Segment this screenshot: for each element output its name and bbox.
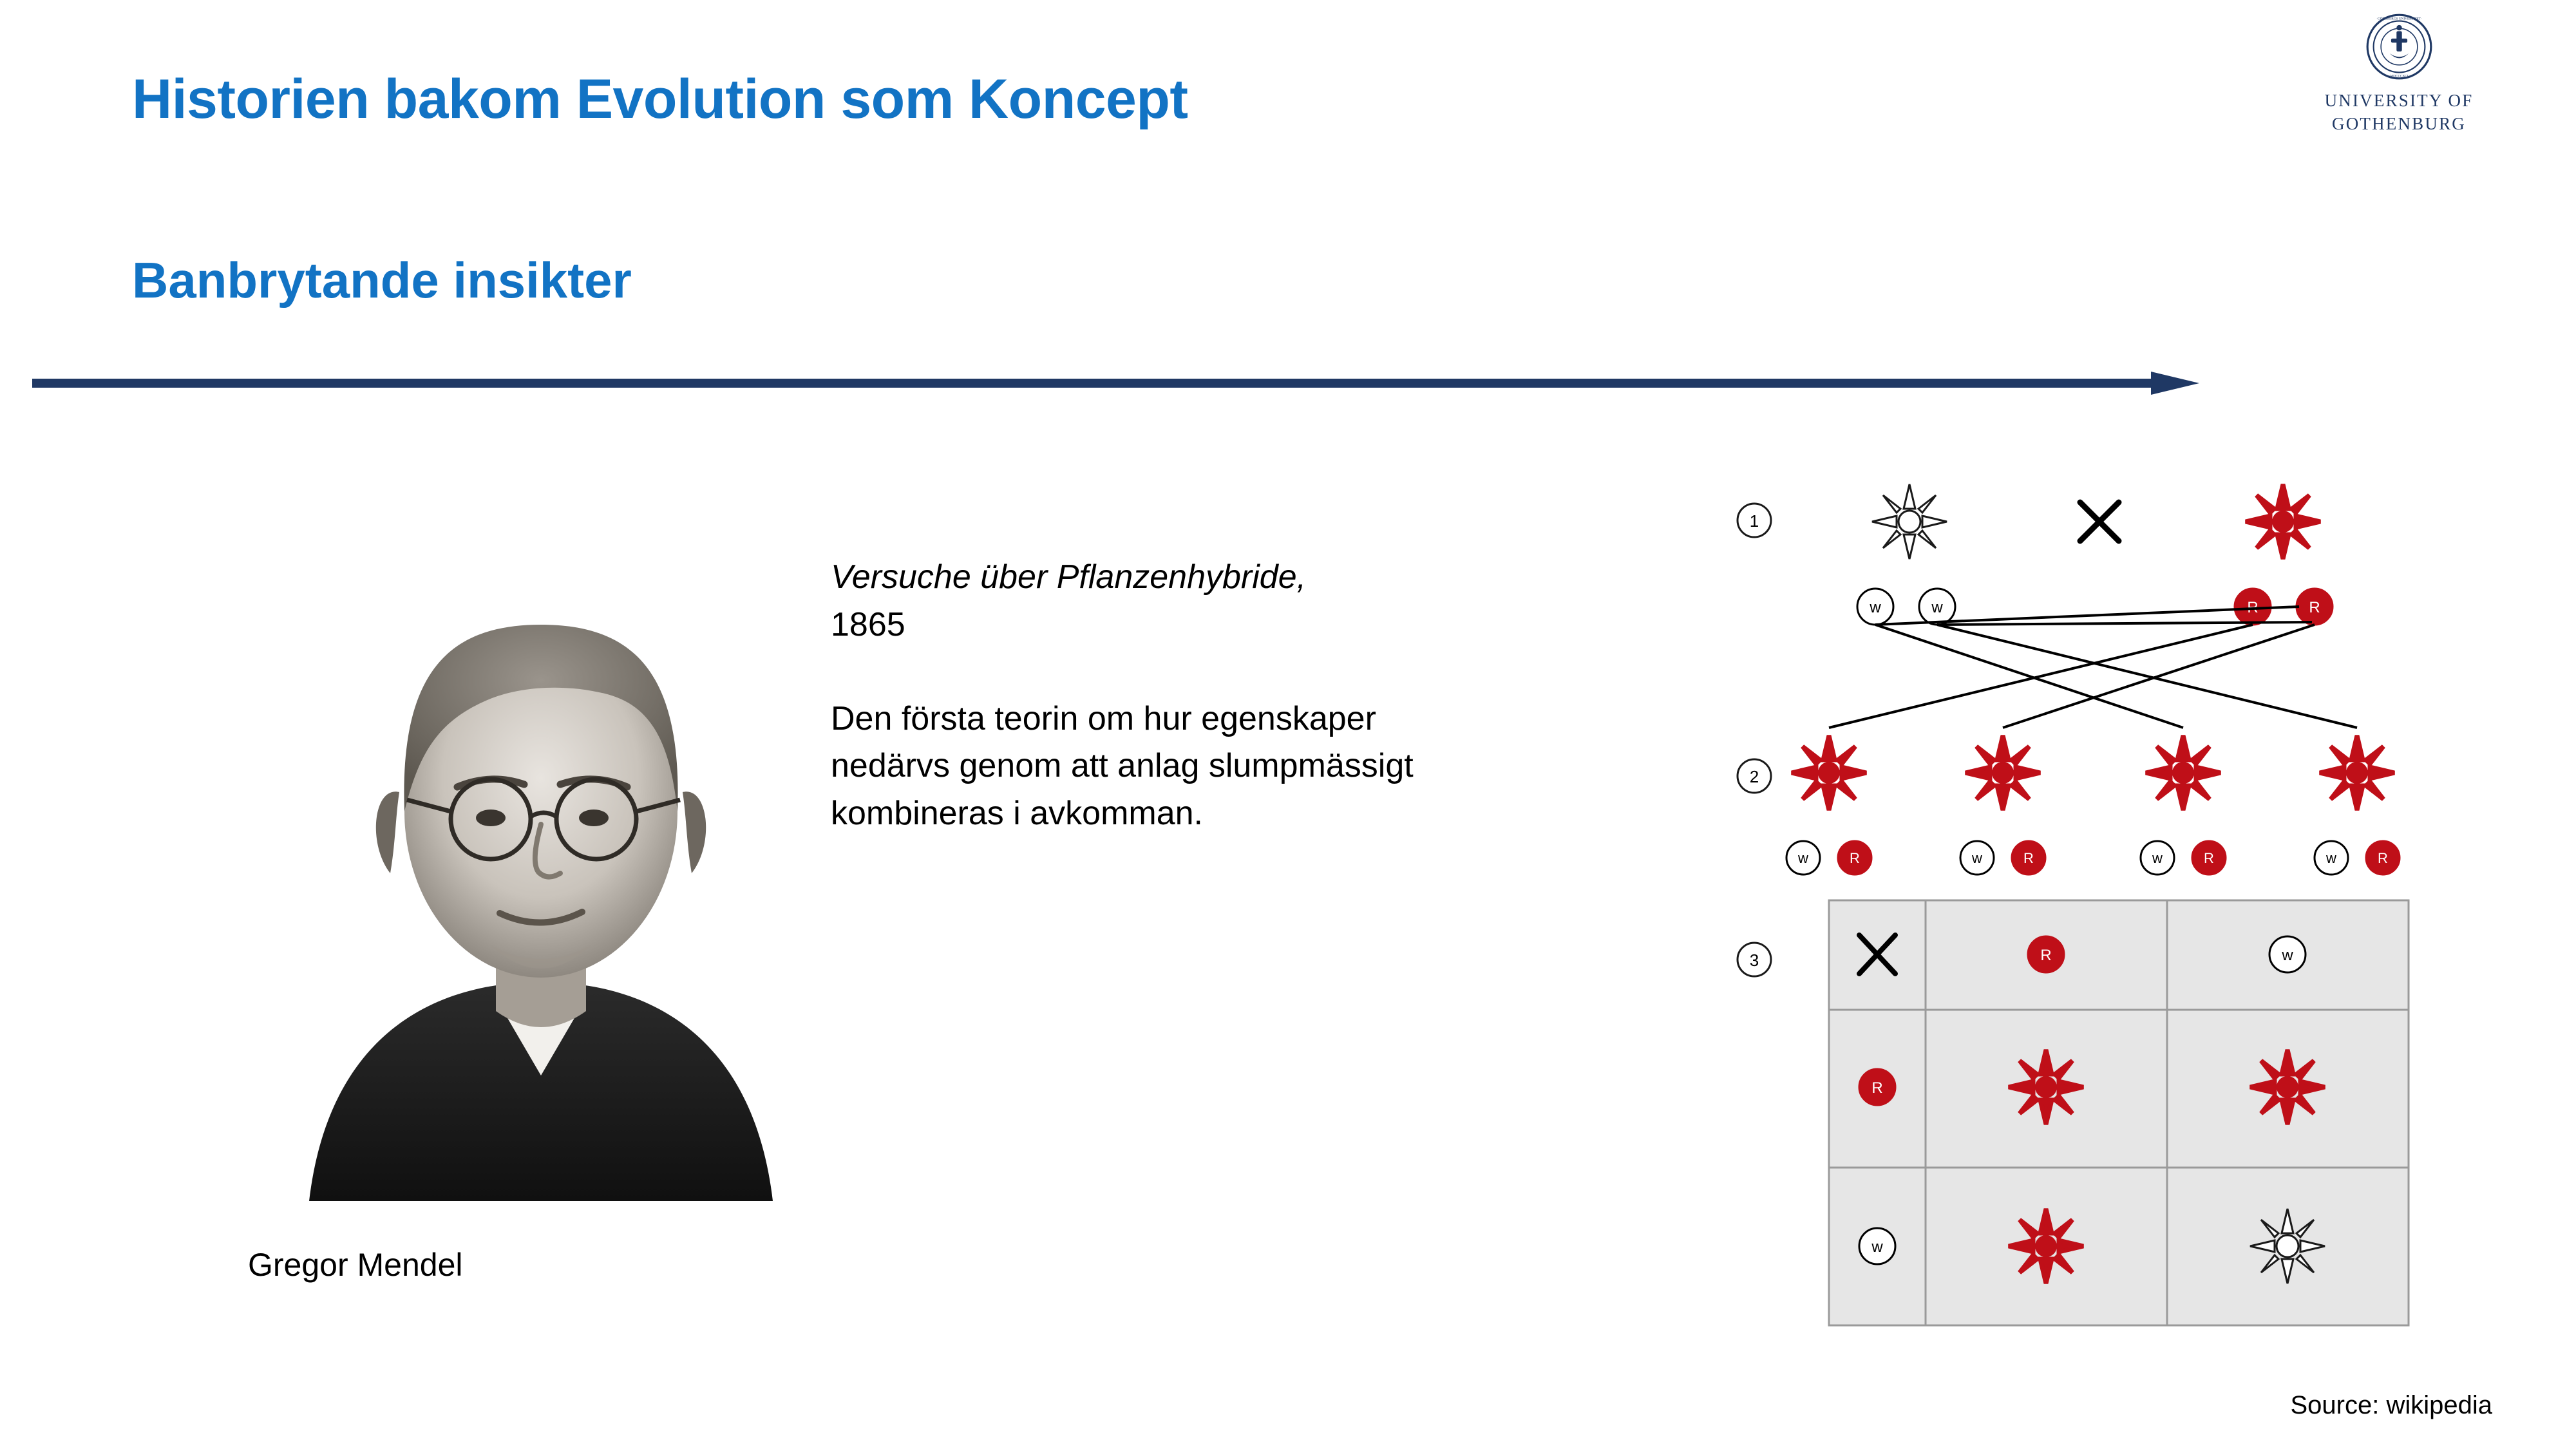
svg-text:w: w (2282, 947, 2293, 964)
svg-text:3: 3 (1749, 951, 1759, 970)
description-line-1: Den första teorin om hur egenskaper (831, 699, 1376, 737)
svg-text:R: R (2040, 947, 2052, 964)
svg-text:w: w (2326, 850, 2336, 866)
svg-text:1: 1 (1749, 511, 1759, 531)
description-line-3: kombineras i avkomman. (831, 795, 1203, 833)
gregor-mendel-photo (238, 509, 844, 1201)
page-subtitle: Banbrytande insikter (132, 252, 632, 308)
svg-text:w: w (1870, 599, 1881, 616)
header-divider-arrow (32, 370, 2199, 396)
svg-text:·MDCCCXCI·: ·MDCCCXCI· (2389, 74, 2409, 79)
svg-text:R: R (2247, 599, 2259, 616)
university-seal-icon (2365, 13, 2433, 80)
svg-text:·GÖTEBORGS UNIVERSITET·: ·GÖTEBORGS UNIVERSITET· (2376, 17, 2422, 21)
source-note: Source: wikipedia (2290, 1391, 2492, 1419)
svg-text:R: R (2204, 850, 2214, 866)
svg-text:2: 2 (1749, 767, 1759, 786)
svg-text:w: w (1972, 850, 1982, 866)
work-year: 1865 (831, 605, 905, 643)
logo-line-2: GOTHENBURG (2332, 113, 2466, 133)
svg-text:R: R (1850, 850, 1860, 866)
body-text-block (831, 554, 1681, 838)
svg-text:R: R (2309, 599, 2320, 616)
portrait-caption: Gregor Mendel (248, 1247, 463, 1283)
svg-text:R: R (2378, 850, 2388, 866)
page-title: Historien bakom Evolution som Koncept (132, 68, 1188, 130)
svg-text:w: w (1871, 1238, 1883, 1256)
svg-text:R: R (1871, 1079, 1883, 1097)
paragraph-spacer (831, 649, 1681, 696)
logo-line-1: UNIVERSITY OF (2324, 91, 2474, 110)
svg-text:w: w (1931, 599, 1943, 616)
punnett-square (1829, 900, 2409, 1325)
university-logo (2293, 13, 2505, 135)
svg-text:w: w (2152, 850, 2163, 866)
description-line-2: nedärvs genom att anlag slumpmässigt (831, 747, 1414, 785)
portrait-image (238, 509, 844, 1201)
svg-text:w: w (1798, 850, 1808, 866)
work-title: Versuche über Pflanzenhybride, (831, 558, 1307, 596)
svg-text:R: R (2023, 850, 2034, 866)
mendel-inheritance-diagram (1732, 470, 2524, 1372)
